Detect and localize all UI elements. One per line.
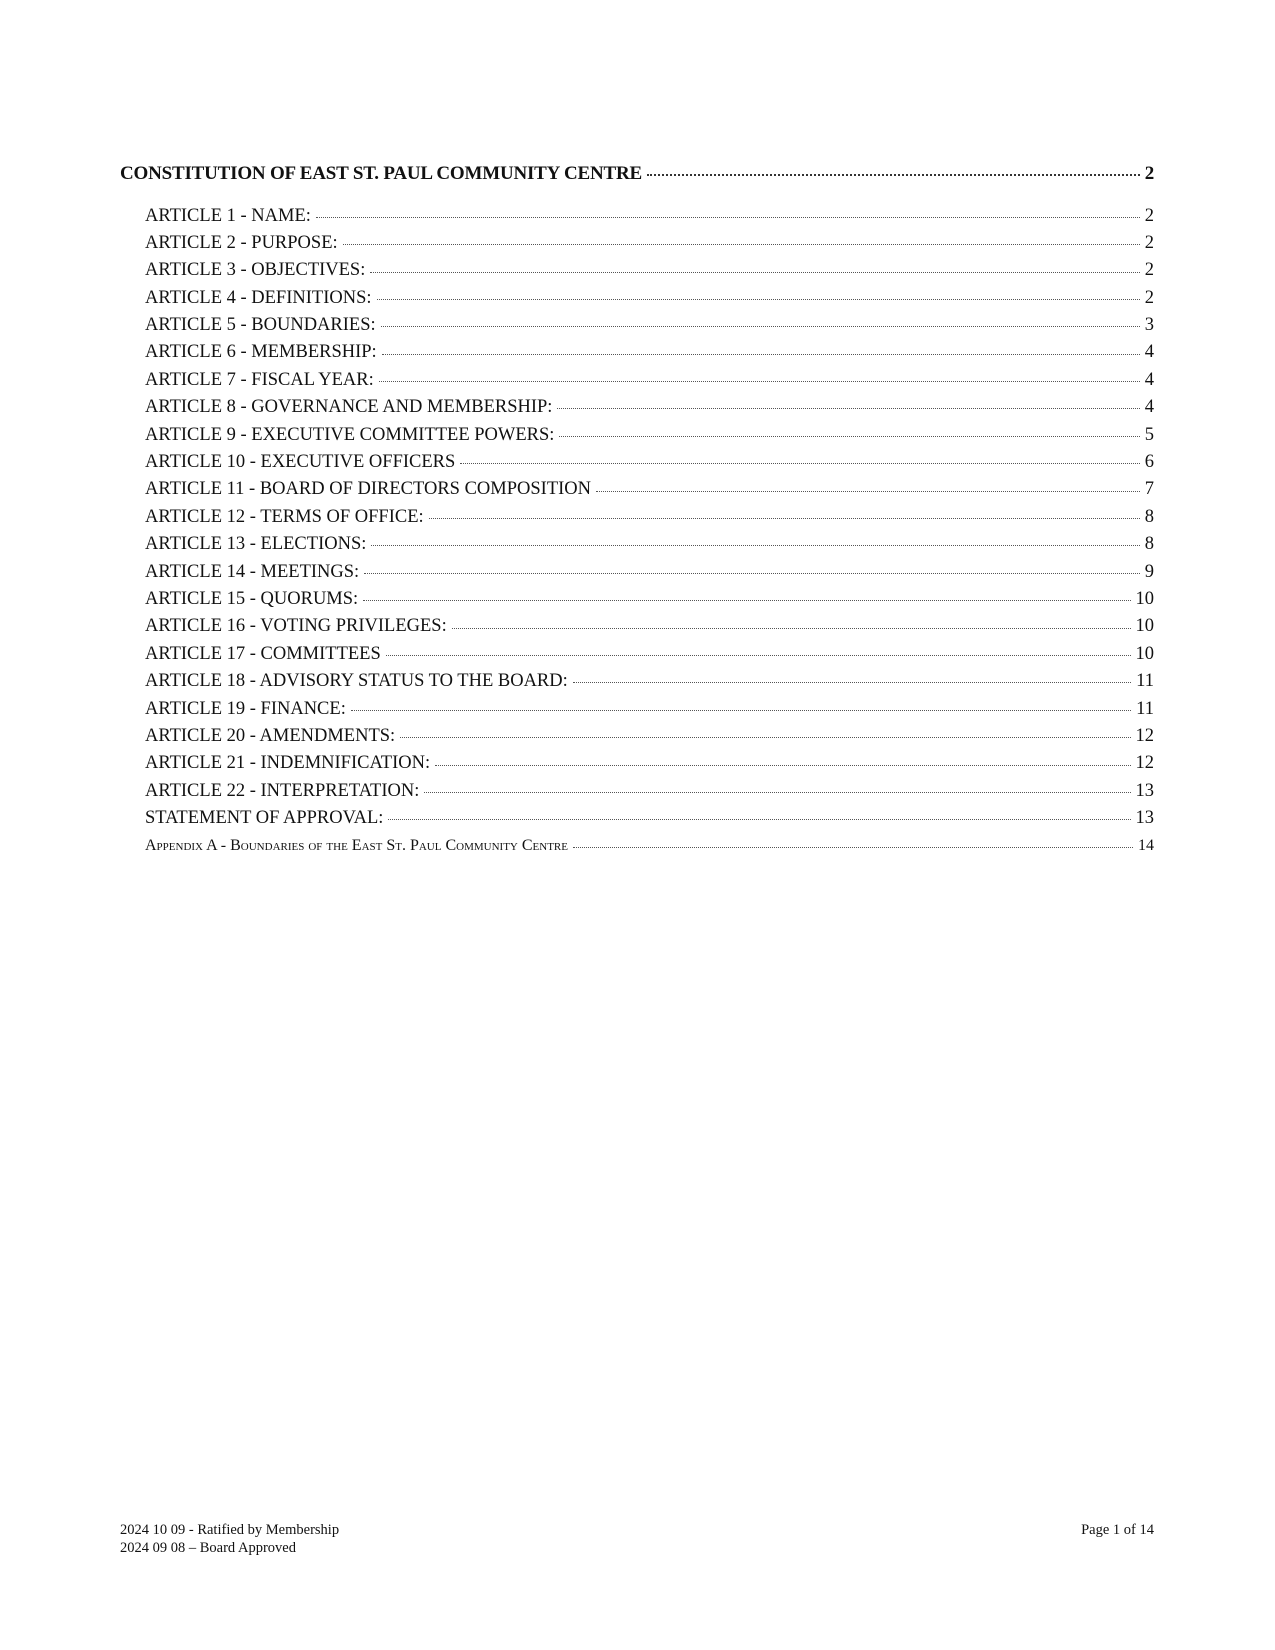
toc-entry[interactable] bbox=[145, 284, 1154, 311]
toc-entry[interactable] bbox=[145, 421, 1154, 448]
footer-ratified-line: 2024 10 09 - Ratified by Membership bbox=[120, 1522, 340, 1538]
toc-entry-page: 9 bbox=[1144, 561, 1154, 582]
toc-entry[interactable] bbox=[145, 805, 1154, 832]
toc-entry[interactable] bbox=[145, 722, 1154, 749]
footer-approved-line: 2024 09 08 – Board Approved bbox=[120, 1540, 296, 1556]
toc-entry-page: 10 bbox=[1135, 616, 1154, 637]
toc-entry-label: ARTICLE 22 - INTERPRETATION: bbox=[145, 780, 420, 801]
toc-entry[interactable] bbox=[145, 613, 1154, 640]
toc-dot-leader bbox=[429, 503, 1140, 522]
toc-entry-page: 2 bbox=[1144, 260, 1154, 281]
toc-entry-label: ARTICLE 19 - FINANCE: bbox=[145, 698, 346, 719]
toc-entry-page: 4 bbox=[1144, 397, 1154, 418]
toc-entry-page: 7 bbox=[1144, 479, 1154, 500]
toc-dot-leader bbox=[363, 585, 1130, 604]
toc-dot-leader bbox=[452, 613, 1131, 632]
toc-heading-page: 2 bbox=[1144, 163, 1154, 184]
toc-entry-page: 2 bbox=[1144, 232, 1154, 253]
toc-dot-leader bbox=[370, 257, 1139, 276]
toc-dot-leader bbox=[559, 421, 1139, 440]
table-of-contents bbox=[120, 160, 1154, 859]
toc-entry-label: ARTICLE 2 - PURPOSE: bbox=[145, 232, 338, 253]
toc-dot-leader bbox=[381, 312, 1140, 331]
toc-entry[interactable] bbox=[145, 257, 1154, 284]
toc-entry[interactable] bbox=[145, 229, 1154, 256]
toc-dot-leader bbox=[343, 229, 1140, 248]
toc-entry-page: 11 bbox=[1136, 698, 1154, 719]
toc-dot-leader bbox=[460, 449, 1139, 468]
toc-dot-leader bbox=[647, 160, 1140, 179]
toc-entry-page: 10 bbox=[1135, 588, 1154, 609]
toc-entry[interactable] bbox=[145, 668, 1154, 695]
toc-dot-leader bbox=[364, 558, 1140, 577]
toc-entry-label: ARTICLE 6 - MEMBERSHIP: bbox=[145, 342, 377, 363]
toc-entry-list bbox=[120, 202, 1154, 859]
toc-entry-label: ARTICLE 12 - TERMS OF OFFICE: bbox=[145, 506, 424, 527]
toc-dot-leader bbox=[573, 668, 1131, 687]
toc-entry[interactable] bbox=[145, 832, 1154, 859]
toc-dot-leader bbox=[388, 805, 1130, 824]
toc-entry[interactable] bbox=[145, 695, 1154, 722]
toc-entry-page: 4 bbox=[1144, 342, 1154, 363]
toc-heading-label: CONSTITUTION OF EAST ST. PAUL COMMUNITY CENTRE bbox=[120, 163, 643, 184]
toc-dot-leader bbox=[371, 531, 1139, 550]
toc-entry-label: ARTICLE 13 - ELECTIONS: bbox=[145, 534, 367, 555]
toc-entry[interactable] bbox=[145, 503, 1154, 530]
toc-entry-page: 12 bbox=[1135, 725, 1154, 746]
toc-dot-leader bbox=[596, 476, 1140, 495]
toc-dot-leader bbox=[382, 339, 1140, 358]
toc-entry-label: ARTICLE 3 - OBJECTIVES: bbox=[145, 260, 366, 281]
page-number: Page 1 of 14 bbox=[1081, 1522, 1154, 1538]
toc-entry[interactable] bbox=[145, 366, 1154, 393]
toc-entry-label: ARTICLE 20 - AMENDMENTS: bbox=[145, 725, 396, 746]
toc-entry[interactable] bbox=[145, 531, 1154, 558]
toc-entry-label: ARTICLE 11 - BOARD OF DIRECTORS COMPOSITION bbox=[145, 479, 592, 500]
toc-entry-page: 10 bbox=[1135, 643, 1154, 664]
toc-entry-page: 8 bbox=[1144, 506, 1154, 527]
toc-entry-label: ARTICLE 15 - QUORUMS: bbox=[145, 588, 359, 609]
toc-entry-page: 2 bbox=[1144, 287, 1154, 308]
toc-dot-leader bbox=[424, 777, 1130, 796]
toc-entry-page: 3 bbox=[1144, 315, 1154, 336]
toc-dot-leader bbox=[351, 695, 1131, 714]
toc-dot-leader bbox=[557, 394, 1139, 413]
toc-entry[interactable] bbox=[145, 394, 1154, 421]
toc-entry-label: ARTICLE 4 - DEFINITIONS: bbox=[145, 287, 372, 308]
toc-entry-label: ARTICLE 8 - GOVERNANCE AND MEMBERSHIP: bbox=[145, 397, 553, 418]
toc-entry-label: ARTICLE 14 - MEETINGS: bbox=[145, 561, 360, 582]
toc-entry-page: 5 bbox=[1144, 424, 1154, 445]
toc-entry-page: 11 bbox=[1136, 671, 1154, 692]
toc-entry-page: 4 bbox=[1144, 369, 1154, 390]
toc-entry[interactable] bbox=[145, 312, 1154, 339]
toc-entry[interactable] bbox=[145, 339, 1154, 366]
toc-entry-label: ARTICLE 5 - BOUNDARIES: bbox=[145, 315, 376, 336]
toc-entry-label: ARTICLE 7 - FISCAL YEAR: bbox=[145, 369, 374, 390]
toc-entry-label: ARTICLE 9 - EXECUTIVE COMMITTEE POWERS: bbox=[145, 424, 555, 445]
toc-entry-page: 8 bbox=[1144, 534, 1154, 555]
toc-entry-page: 14 bbox=[1138, 836, 1154, 854]
toc-entry[interactable] bbox=[145, 449, 1154, 476]
toc-entry[interactable] bbox=[145, 558, 1154, 585]
toc-entry[interactable] bbox=[145, 777, 1154, 804]
toc-entry-page: 2 bbox=[1144, 205, 1154, 226]
toc-entry-label: ARTICLE 18 - ADVISORY STATUS TO THE BOARD: bbox=[145, 671, 568, 692]
toc-entry-label: ARTICLE 10 - EXECUTIVE OFFICERS bbox=[145, 452, 456, 473]
toc-entry[interactable] bbox=[145, 750, 1154, 777]
toc-dot-leader bbox=[377, 284, 1140, 303]
toc-dot-leader bbox=[435, 750, 1130, 769]
toc-entry-label: ARTICLE 17 - COMMITTEES bbox=[145, 643, 381, 664]
toc-dot-leader bbox=[379, 366, 1140, 385]
toc-entry[interactable] bbox=[145, 640, 1154, 667]
toc-heading-entry[interactable] bbox=[120, 160, 1154, 186]
toc-entry[interactable] bbox=[145, 585, 1154, 612]
toc-entry-page: 6 bbox=[1144, 452, 1154, 473]
toc-entry-label: ARTICLE 1 - NAME: bbox=[145, 205, 311, 226]
toc-dot-leader bbox=[400, 722, 1130, 741]
toc-dot-leader bbox=[316, 202, 1140, 221]
toc-entry-label: STATEMENT OF APPROVAL: bbox=[145, 808, 384, 829]
toc-dot-leader bbox=[386, 640, 1131, 659]
toc-entry-label: Appendix A - Boundaries of the East St. Paul Community Centre bbox=[145, 836, 568, 854]
toc-entry-page: 13 bbox=[1135, 780, 1154, 801]
footer-revision-info bbox=[120, 1521, 339, 1557]
toc-entry-page: 13 bbox=[1135, 808, 1154, 829]
toc-entry-label: ARTICLE 21 - INDEMNIFICATION: bbox=[145, 753, 431, 774]
toc-entry[interactable] bbox=[145, 202, 1154, 229]
toc-entry-label: ARTICLE 16 - VOTING PRIVILEGES: bbox=[145, 616, 447, 637]
toc-entry-page: 12 bbox=[1135, 753, 1154, 774]
toc-dot-leader bbox=[573, 834, 1133, 850]
toc-entry[interactable] bbox=[145, 476, 1154, 503]
